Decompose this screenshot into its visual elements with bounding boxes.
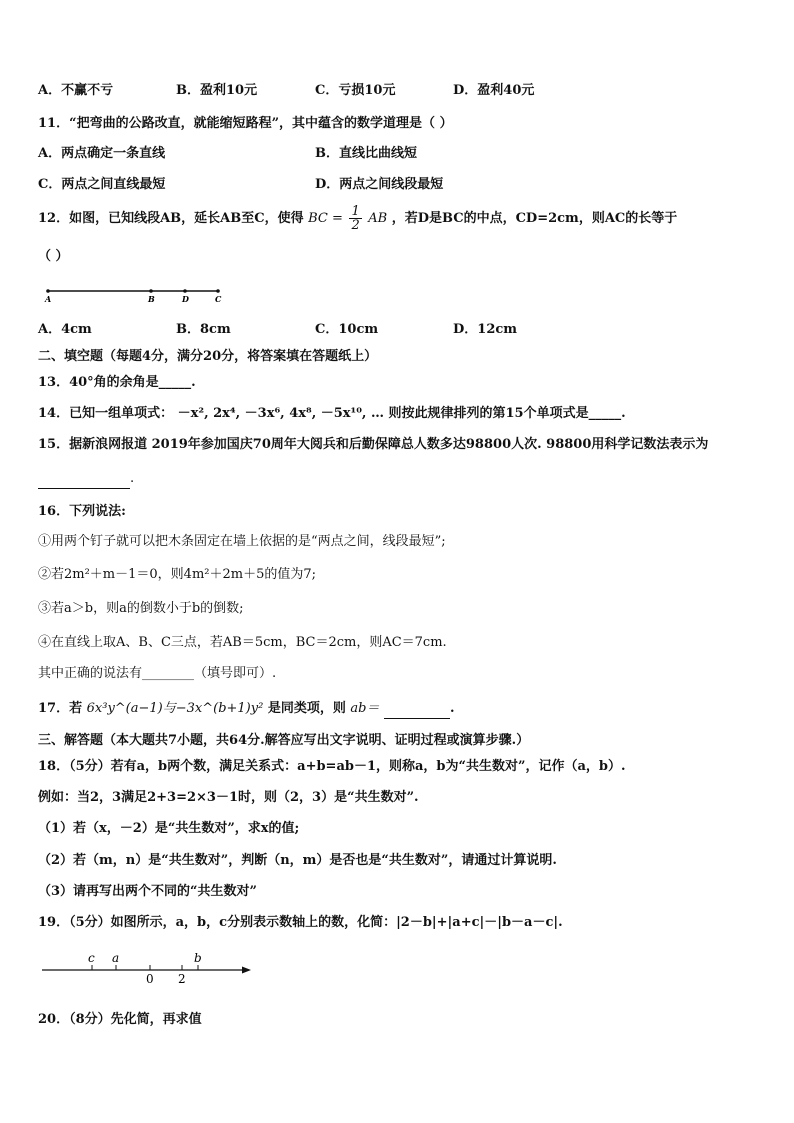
- axis-label-2: 2: [178, 972, 186, 986]
- q16-stem: 16．下列说法:: [38, 504, 126, 519]
- q12-paren: （ ）: [38, 249, 69, 264]
- q20-stem: 20．（8分）先化简，再求值: [38, 1012, 202, 1027]
- q11-stem: 11．“把弯曲的公路改直，就能缩短路程”，其中蕴含的数学道理是（ ）: [38, 116, 453, 131]
- q16-end: 其中正确的说法有________（填号即可）.: [38, 666, 277, 681]
- q12-option-b: B．8cm: [176, 322, 231, 337]
- q15-answer-blank: [38, 470, 130, 489]
- q10-option-d: D．盈利40元: [453, 83, 535, 98]
- q12-label-b: B: [148, 294, 155, 304]
- q15-blank-line: [38, 470, 134, 489]
- section-answer-heading: 三、解答题（本大题共7小题，共64分.解答应写出文字说明、证明过程或演算步骤.）: [38, 733, 530, 748]
- q12-fraction: [349, 205, 361, 232]
- q15-tail: .: [130, 471, 135, 486]
- axis-label-c: c: [88, 951, 95, 965]
- q16-item-1: ①用两个钉子就可以把木条固定在墙上依据的是“两点之间，线段最短”;: [38, 534, 446, 549]
- q19-stem: 19．（5分）如图所示，a，b，c分别表示数轴上的数，化简：|2－b|+|a+c|－|b－a－c|.: [38, 915, 563, 930]
- q18-stem: 18．（5分）若有a，b两个数，满足关系式：a+b=ab－1，则称a，b为“共生数对”，记作（a，b）.: [38, 759, 626, 774]
- q12-option-d: D．12cm: [453, 322, 518, 337]
- q12-frac-den: 2: [351, 218, 360, 233]
- q17-end: .: [450, 701, 455, 716]
- q12-formula-lhs: BC =: [308, 211, 343, 226]
- q12-stem: [38, 204, 677, 234]
- q10-option-c: C．亏损10元: [315, 83, 396, 98]
- q12-segment-figure: [40, 284, 230, 304]
- q13-text: 13．40°角的余角是_____.: [38, 375, 196, 390]
- q12-stem-a: 12．如图，已知线段AB，延长AB至C，使得: [38, 211, 304, 226]
- q15-line1: 15．据新浪网报道 2019年参加国庆70周年大阅兵和后勤保障总人数多达98800人次. 98800用科学记数法表示为: [38, 437, 709, 452]
- q17-expr: 6x³y^(a−1)与−3x^(b+1)y²: [86, 701, 264, 716]
- q10-option-b: B．盈利10元: [176, 83, 258, 98]
- q14-suffix: 则按此规律排列的第15个单项式是_____.: [388, 406, 626, 421]
- q11-option-d: D．两点之间线段最短: [315, 177, 444, 192]
- q18-part-3: （3）请再写出两个不同的“共生数对”: [38, 884, 258, 899]
- q11-option-a: A．两点确定一条直线: [38, 146, 166, 161]
- q17-mid: 是同类项，则: [267, 701, 346, 716]
- q12-formula-rhs: AB: [368, 211, 388, 226]
- q12-label-a: A: [45, 294, 52, 304]
- q12-frac-num: 1: [351, 204, 360, 219]
- q12-option-a: A．4cm: [38, 322, 92, 337]
- q11-option-c: C．两点之间直线最短: [38, 177, 166, 192]
- q16-item-4: ④在直线上取A、B、C三点，若AB＝5cm，BC＝2cm，则AC＝7cm.: [38, 635, 447, 650]
- q12-option-c: C．10cm: [315, 322, 379, 337]
- q16-item-2: ②若2m²＋m－1＝0，则4m²＋2m＋5的值为7;: [38, 567, 317, 582]
- q16-item-3: ③若a＞b，则a的倒数小于b的倒数;: [38, 601, 244, 616]
- q18-example: 例如：当2，3满足2+3=2×3－1时，则（2，3）是“共生数对”.: [38, 790, 419, 805]
- axis-label-0: 0: [146, 972, 154, 986]
- q14-prefix: 14．已知一组单项式：: [38, 406, 174, 421]
- q12-label-d: D: [182, 294, 189, 304]
- q17-answer-blank: [384, 700, 450, 719]
- axis-label-a: a: [112, 951, 120, 965]
- q17-line: [38, 700, 455, 719]
- q12-label-c: C: [215, 294, 222, 304]
- q10-option-a: A．不赢不亏: [38, 83, 114, 98]
- q14-terms: －x², 2x⁴, －3x⁶, 4x⁸, －5x¹⁰, …: [177, 406, 384, 421]
- q19-number-line: [40, 950, 255, 990]
- q18-part-1: （1）若（x，－2）是“共生数对”，求x的值;: [38, 821, 300, 836]
- q18-part-2: （2）若（m，n）是“共生数对”，判断（n，m）是否也是“共生数对”，请通过计算说明.: [38, 853, 557, 868]
- q17-prefix: 17．若: [38, 701, 83, 716]
- q17-expr2: ab＝: [350, 701, 380, 716]
- section-fill-in-heading: 二、填空题（每题4分，满分20分，将答案填在答题纸上）: [38, 349, 378, 364]
- q14-line: [38, 405, 626, 423]
- axis-label-b: b: [194, 951, 202, 965]
- q11-option-b: B．直线比曲线短: [315, 146, 417, 161]
- q12-stem-b: ，若D是BC的中点，CD=2cm，则AC的长等于: [391, 211, 678, 226]
